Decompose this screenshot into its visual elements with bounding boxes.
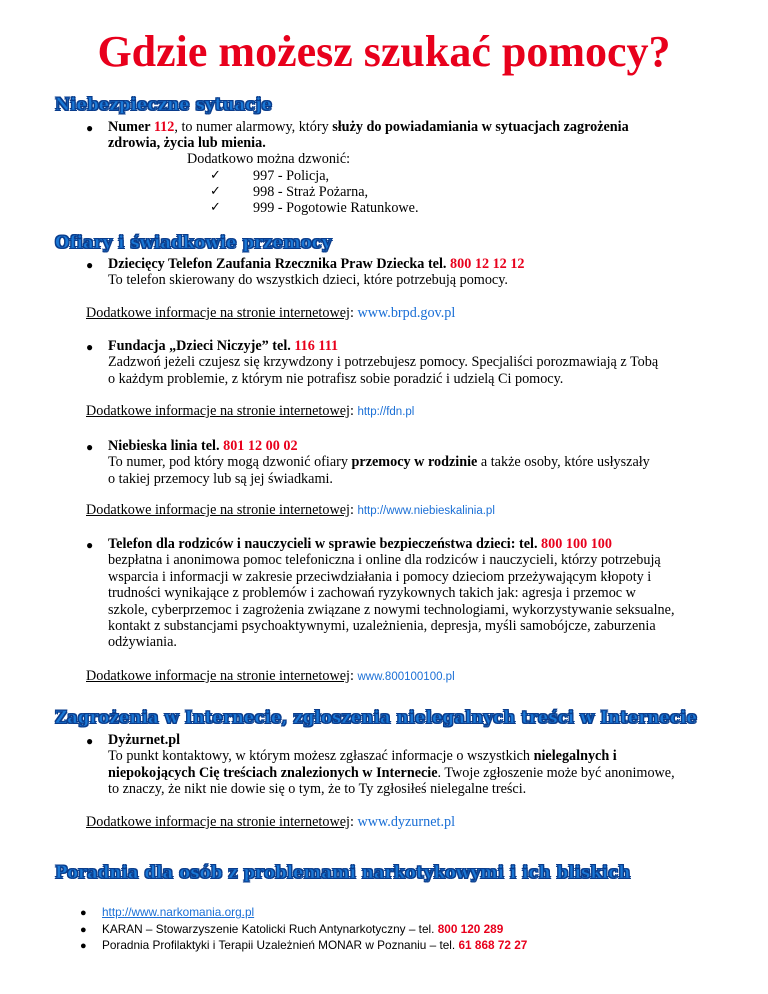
more-info-label: Dodatkowe informacje na stronie internetowej <box>86 668 350 684</box>
emergency-number-item <box>108 119 734 152</box>
bullet-dot-icon: ● <box>80 907 87 919</box>
more-info-row: Dodatkowe informacje na stronie internetowej: www.dyzurnet.pl <box>86 814 456 830</box>
more-info-label: Dodatkowe informacje na stronie internetowej <box>86 502 350 518</box>
item-desc: To telefon skierowany do wszystkich dzieci, które potrzebują pomocy. <box>108 272 508 289</box>
item-name: Dziecięcy Telefon Zaufania Rzecznika Praw Dziecka tel. <box>108 256 451 272</box>
item-desc-bold: niepokojących Cię treściach znalezionych w Internecie <box>108 764 438 781</box>
item-phone: 61 868 72 27 <box>458 938 528 952</box>
checkmark-icon: ✓ <box>210 200 221 215</box>
extra-numbers-label: Dodatkowo można dzwonić: <box>187 151 351 167</box>
item-desc: KARAN – Stowarzyszenie Katolicki Ruch Antynarkotyczny – tel. <box>102 922 438 936</box>
item-desc: Zadzwoń jeżeli czujesz się krzywdzony i potrzebujesz pomocy. Specjaliści porozmawiają z Tobą <box>108 354 659 371</box>
item-desc: trudności wynikające z problemów i zachowań ryzykownych takich jak: agresja i przemoc w <box>108 585 636 602</box>
link-dyzurnet[interactable]: www.dyzurnet.pl <box>357 814 456 830</box>
item-desc: to znaczy, że nikt nie dowie się o tym, że to Ty zgłosiłeś nielegalne treści. <box>108 781 527 798</box>
bullet-dot-icon: ● <box>86 121 94 135</box>
more-info-row: Dodatkowe informacje na stronie internetowej: www.brpd.gov.pl <box>86 305 456 321</box>
link-narkomania[interactable]: http://www.narkomania.org.pl <box>102 905 255 919</box>
item-desc: To punkt kontaktowy, w którym możesz zgłaszać informacje o wszystkich <box>108 748 534 765</box>
item-name: Dyżurnet.pl <box>108 732 181 748</box>
bullet-dot-icon: ● <box>86 538 94 552</box>
item-phone: 800 100 100 <box>541 536 612 552</box>
item-desc: bezpłatna i anonimowa pomoc telefoniczna i online dla rodziców i nauczycieli, którzy potrzebują <box>108 552 661 569</box>
list-item-parents-teachers <box>108 536 734 651</box>
link-niebieska-linia[interactable]: http://www.niebieskalinia.pl <box>357 505 495 517</box>
list-item-monar <box>102 937 527 953</box>
item-phone: 801 12 00 02 <box>223 438 298 454</box>
text-numer: Numer <box>108 119 154 135</box>
list-item-blue-line <box>108 438 734 487</box>
link-fdn[interactable]: http://fdn.pl <box>357 406 415 418</box>
item-name: Niebieska linia tel. <box>108 438 224 454</box>
list-item-child-helpline <box>108 256 734 289</box>
bullet-dot-icon: ● <box>80 940 87 952</box>
item-desc: odżywiania. <box>108 634 177 651</box>
more-info-label: Dodatkowe informacje na stronie internetowej <box>86 305 350 321</box>
item-desc: o każdym problemie, z którym nie potrafisz sobie poradzić i udzielą Ci pomocy. <box>108 370 564 387</box>
checkmark-icon: ✓ <box>210 168 221 183</box>
list-item-karan <box>102 921 503 937</box>
page-title: Gdzie możesz szukać pomocy? <box>97 27 671 76</box>
number-police: 997 - Policja, <box>253 168 330 184</box>
item-desc: Poradnia Profilaktyki i Terapii Uzależnień MONAR w Poznaniu – tel. <box>102 938 459 952</box>
item-name: Telefon dla rodziców i nauczycieli w sprawie bezpieczeństwa dzieci: tel. <box>108 536 542 552</box>
bullet-dot-icon: ● <box>86 440 94 454</box>
bullet-dot-icon: ● <box>86 734 94 748</box>
bullet-dot-icon: ● <box>86 340 94 354</box>
item-phone: 800 120 289 <box>437 922 504 936</box>
more-info-row: Dodatkowe informacje na stronie internetowej: http://fdn.pl <box>86 403 415 419</box>
checkmark-icon: ✓ <box>210 184 221 199</box>
item-desc: a także osoby, które usłyszały <box>477 454 650 471</box>
list-item-dyzurnet <box>108 732 734 798</box>
item-phone: 116 111 <box>294 338 339 354</box>
link-800100100[interactable]: www.800100100.pl <box>357 671 455 683</box>
item-desc-bold: nielegalnych i <box>533 748 617 765</box>
link-brpd[interactable]: www.brpd.gov.pl <box>357 305 456 321</box>
number-fire: 998 - Straż Pożarna, <box>253 184 369 200</box>
text-bold2: zdrowia, życia lub mienia. <box>108 135 266 152</box>
item-desc: . Twoje zgłoszenie może być anonimowe, <box>437 764 675 781</box>
item-name: Fundacja „Dzieci Niczyje” tel. <box>108 338 295 354</box>
item-desc: To numer, pod który mogą dzwonić ofiary <box>108 454 352 471</box>
heading-victims-witnesses: Ofiary i świadkowie przemocy <box>55 233 332 252</box>
item-desc: wsparcia i informacji w zakresie przeciwdziałania i pomocy dzieciom przeżywającym kłopoty i <box>108 568 652 585</box>
more-info-row: Dodatkowe informacje na stronie internetowej: www.800100100.pl <box>86 668 455 684</box>
item-desc: kontakt z substancjami psychoaktywnymi, uzależnienia, depresja, myśli samobójcze, zaburzenia <box>108 618 656 635</box>
list-item-narkomania <box>102 904 254 920</box>
more-info-label: Dodatkowe informacje na stronie internetowej <box>86 814 350 830</box>
text-mid: , to numer alarmowy, który <box>174 119 333 135</box>
list-item-fdn <box>108 338 734 387</box>
heading-dangerous-situations: Niebezpieczne sytuacje <box>55 95 273 114</box>
bullet-dot-icon: ● <box>80 924 87 936</box>
more-info-label: Dodatkowe informacje na stronie internetowej <box>86 403 350 419</box>
heading-drug-clinic: Poradnia dla osób z problemami narkotykowymi i ich bliskich <box>55 863 631 882</box>
item-desc: o takiej przemocy lub są jej świadkami. <box>108 470 333 487</box>
heading-internet-threats: Zagrożenia w Internecie, zgłoszenia nielegalnych treści w Internecie <box>55 708 698 727</box>
more-info-row: Dodatkowe informacje na stronie internetowej: http://www.niebieskalinia.pl <box>86 502 495 518</box>
item-desc: szkole, cyberprzemoc i zagrożenia związane z nowymi technologiami, wykorzystywanie seksualne, <box>108 601 675 618</box>
text-bold1: służy do powiadamiania w sytuacjach zagrożenia <box>332 119 629 135</box>
emergency-number: 112 <box>153 119 175 135</box>
bullet-dot-icon: ● <box>86 258 94 272</box>
number-ambulance: 999 - Pogotowie Ratunkowe. <box>253 200 419 216</box>
item-desc-bold: przemocy w rodzinie <box>351 454 478 471</box>
item-phone: 800 12 12 12 <box>450 256 525 272</box>
